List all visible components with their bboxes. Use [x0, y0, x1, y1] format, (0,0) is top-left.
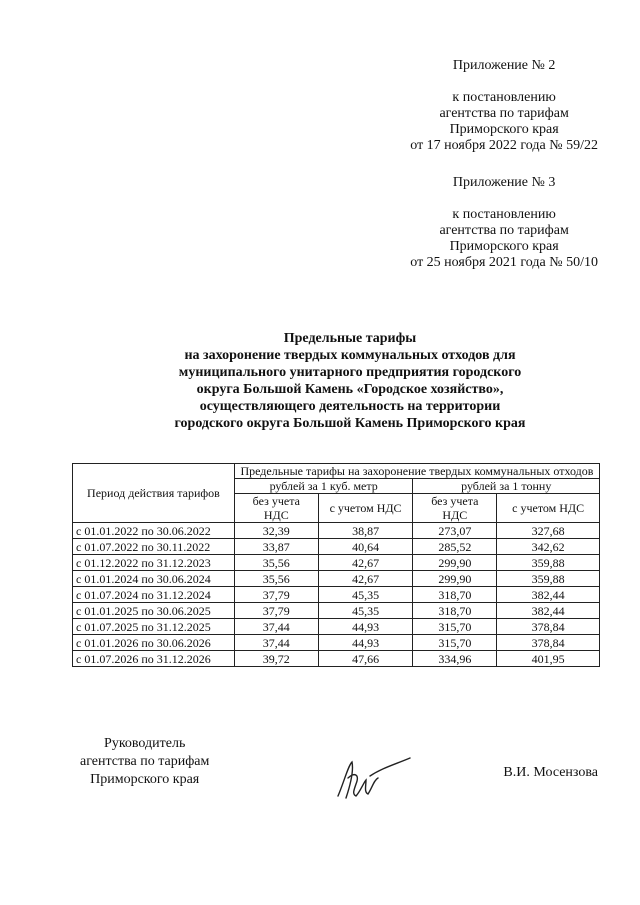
- m3-vat-cell: 45,35: [318, 587, 413, 603]
- t-vat-cell: 327,68: [497, 523, 600, 539]
- signer-block: [80, 735, 209, 789]
- m3-vat-cell: 38,87: [318, 523, 413, 539]
- document-title: [60, 330, 640, 432]
- table-row: [73, 619, 600, 635]
- m3-vat-header: с учетом НДС: [318, 494, 413, 523]
- signer-line-2: агентства по тарифам: [80, 754, 210, 769]
- t-vat-cell: 378,84: [497, 635, 600, 651]
- appendix-2-line-4: от 17 ноября 2022 года № 59/22: [410, 138, 598, 153]
- m3-no-vat-cell: 35,56: [234, 555, 318, 571]
- table-row: [73, 555, 600, 571]
- m3-vat-cell: 42,67: [318, 571, 413, 587]
- table-row: [73, 635, 600, 651]
- appendix-3-line-3: Приморского края: [449, 239, 559, 254]
- appendix-3-line-2: агентства по тарифам: [439, 223, 569, 238]
- m3-vat-cell: 47,66: [318, 651, 413, 667]
- title-line-6: городского округа Большой Камень Приморского края: [174, 416, 526, 431]
- appendix-3-title: Приложение № 3: [452, 175, 556, 190]
- t-vat-cell: 382,44: [497, 587, 600, 603]
- appendix-3-header: [410, 175, 598, 271]
- t-no-vat-cell: 299,90: [413, 571, 497, 587]
- table-row: [73, 651, 600, 667]
- m3-no-vat-cell: 33,87: [234, 539, 318, 555]
- appendix-2-title: Приложение № 2: [452, 58, 556, 73]
- m3-no-vat-cell: 37,44: [234, 619, 318, 635]
- t-no-vat-header: без учета НДС: [413, 494, 497, 523]
- table-row: [73, 603, 600, 619]
- m3-vat-cell: 44,93: [318, 635, 413, 651]
- title-line-4: округа Большой Камень «Городское хозяйство»,: [196, 382, 504, 397]
- t-vat-cell: 359,88: [497, 555, 600, 571]
- t-no-vat-cell: 285,52: [413, 539, 497, 555]
- unit-cubic-header: рублей за 1 куб. метр: [234, 479, 413, 494]
- t-no-vat-cell: 318,70: [413, 587, 497, 603]
- tariff-table-body: [73, 523, 600, 667]
- t-no-vat-cell: 334,96: [413, 651, 497, 667]
- title-line-1: Предельные тарифы: [283, 331, 417, 346]
- appendix-2-line-2: агентства по тарифам: [439, 106, 569, 121]
- title-line-3: муниципального унитарного предприятия городского: [178, 365, 522, 380]
- m3-vat-cell: 44,93: [318, 619, 413, 635]
- period-cell: с 01.07.2026 по 31.12.2026: [73, 651, 235, 667]
- t-vat-cell: 342,62: [497, 539, 600, 555]
- m3-no-vat-header: без учета НДС: [234, 494, 318, 523]
- t-vat-header: с учетом НДС: [497, 494, 600, 523]
- period-cell: с 01.12.2022 по 31.12.2023: [73, 555, 235, 571]
- title-line-2: на захоронение твердых коммунальных отходов для: [184, 348, 516, 363]
- m3-vat-cell: 40,64: [318, 539, 413, 555]
- t-no-vat-cell: 273,07: [413, 523, 497, 539]
- t-no-vat-cell: 299,90: [413, 555, 497, 571]
- t-vat-cell: 378,84: [497, 619, 600, 635]
- m3-no-vat-cell: 37,79: [234, 587, 318, 603]
- period-cell: с 01.01.2024 по 30.06.2024: [73, 571, 235, 587]
- table-row: [73, 587, 600, 603]
- table-row: [73, 539, 600, 555]
- table-row: [73, 523, 600, 539]
- m3-no-vat-cell: 37,44: [234, 635, 318, 651]
- t-vat-cell: 359,88: [497, 571, 600, 587]
- appendix-2-line-1: к постановлению: [452, 90, 556, 105]
- tariff-group-header: Предельные тарифы на захоронение твердых коммунальных отходов: [234, 464, 599, 479]
- m3-no-vat-cell: 39,72: [234, 651, 318, 667]
- signer-line-1: Руководитель: [104, 736, 186, 751]
- unit-ton-header: рублей за 1 тонну: [413, 479, 600, 494]
- appendix-3-line-1: к постановлению: [452, 207, 556, 222]
- t-vat-cell: 401,95: [497, 651, 600, 667]
- period-cell: с 01.01.2025 по 30.06.2025: [73, 603, 235, 619]
- signer-line-3: Приморского края: [90, 772, 200, 787]
- m3-no-vat-cell: 32,39: [234, 523, 318, 539]
- t-vat-cell: 382,44: [497, 603, 600, 619]
- appendix-3-line-4: от 25 ноября 2021 года № 50/10: [410, 255, 598, 270]
- m3-no-vat-cell: 35,56: [234, 571, 318, 587]
- handwritten-signature: [330, 752, 416, 808]
- period-cell: с 01.07.2024 по 31.12.2024: [73, 587, 235, 603]
- t-no-vat-cell: 315,70: [413, 635, 497, 651]
- m3-vat-cell: 42,67: [318, 555, 413, 571]
- period-cell: с 01.01.2022 по 30.06.2022: [73, 523, 235, 539]
- m3-vat-cell: 45,35: [318, 603, 413, 619]
- period-cell: с 01.07.2025 по 31.12.2025: [73, 619, 235, 635]
- appendix-2-line-3: Приморского края: [449, 122, 559, 137]
- appendix-2-header: [410, 58, 598, 154]
- signer-name: В.И. Мосензова: [503, 765, 598, 780]
- period-cell: с 01.07.2022 по 30.11.2022: [73, 539, 235, 555]
- table-header-row: [73, 464, 600, 479]
- period-cell: с 01.01.2026 по 30.06.2026: [73, 635, 235, 651]
- period-header: Период действия тарифов: [73, 464, 235, 523]
- table-row: [73, 571, 600, 587]
- m3-no-vat-cell: 37,79: [234, 603, 318, 619]
- t-no-vat-cell: 315,70: [413, 619, 497, 635]
- title-line-5: осуществляющего деятельность на территории: [199, 399, 501, 414]
- tariff-table: [72, 463, 600, 667]
- t-no-vat-cell: 318,70: [413, 603, 497, 619]
